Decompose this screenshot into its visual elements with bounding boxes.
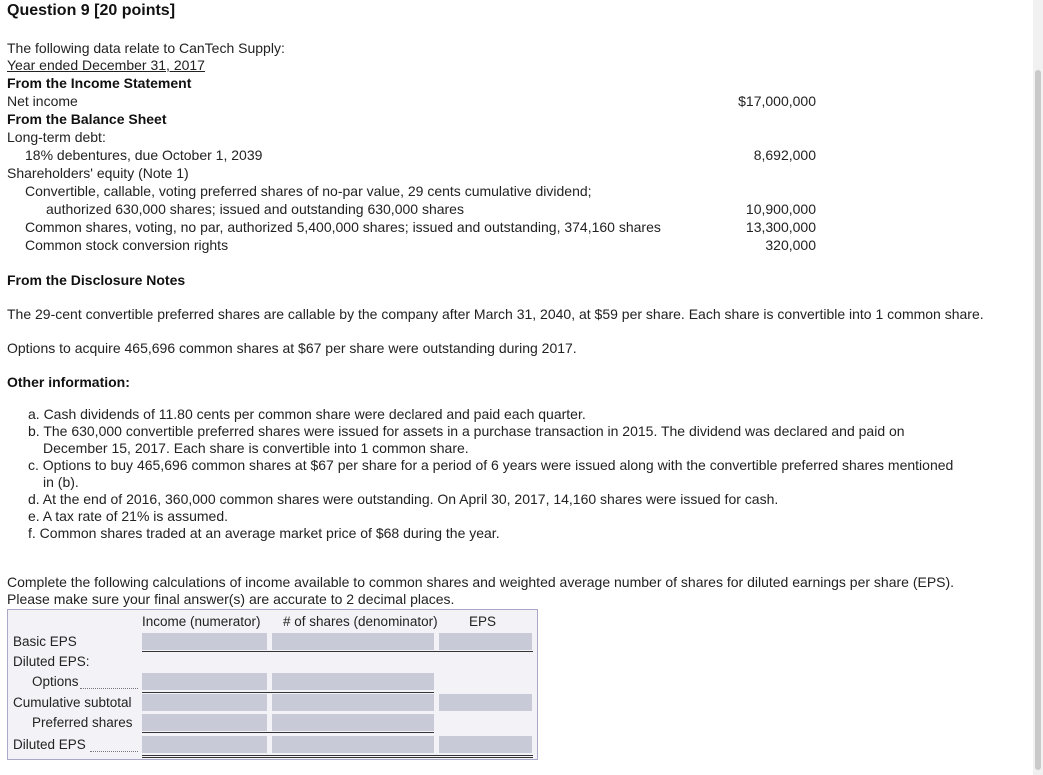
income-statement-heading: From the Income Statement [7,75,192,91]
other-item-c: c. Options to buy 465,696 common shares at $67 per share for a period of 6 years were issued along with the convertible preferred shares mentioned [28,457,954,473]
balance-sheet-heading: From the Balance Sheet [7,111,167,127]
other-item-e: e. A tax rate of 21% is assumed. [28,508,228,524]
options-income-input[interactable] [142,673,267,690]
period-label: Year ended December 31, 2017 [7,57,205,73]
intro-text: The following data relate to CanTech Supply: [7,40,285,56]
eps-calculation-table [7,609,538,760]
preferred-row-rule [142,732,434,733]
debentures-value: 8,692,000 [753,147,816,163]
options-leader [80,688,138,689]
row-diluted-eps-header: Diluted EPS: [13,654,90,669]
diluted-row-rule-2 [142,757,533,758]
diluted-eps-input[interactable] [439,736,532,753]
long-term-debt-label: Long-term debt: [7,129,106,145]
diluted-row-rule-1 [142,755,533,756]
header-income: Income (numerator) [142,614,261,629]
other-item-a: a. Cash dividends of 11.80 cents per common share were declared and paid each quarter. [28,406,586,422]
row-diluted-eps: Diluted EPS [13,737,86,752]
other-info-heading: Other information: [7,374,130,390]
question-title: Question 9 [20 points] [7,2,176,19]
conversion-rights-label: Common stock conversion rights [25,237,229,253]
diluted-income-input[interactable] [142,736,267,753]
basic-eps-input[interactable] [439,633,532,650]
header-eps: EPS [469,614,497,629]
other-item-d: d. At the end of 2016, 360,000 common shares were outstanding. On April 30, 2017, 14,160 shares were issued for cash. [28,491,779,507]
subtotal-income-input[interactable] [142,694,267,711]
diluted-leader [90,751,138,752]
other-item-b-cont: December 15, 2017. Each share is convertible into 1 common share. [43,440,469,456]
row-cumulative-subtotal: Cumulative subtotal [13,695,132,710]
net-income-value: $17,000,000 [738,93,816,109]
header-shares: # of shares (denominator) [283,614,438,629]
shareholders-equity-label: Shareholders' equity (Note 1) [7,165,189,181]
common-shares-value: 13,300,000 [745,219,816,235]
options-row-rule [142,692,434,693]
row-options: Options [32,674,79,689]
instructions-line-2: Please make sure your final answer(s) are accurate to 2 decimal places. [7,591,455,607]
subtotal-eps-input[interactable] [439,694,532,711]
net-income-label: Net income [7,93,78,109]
preferred-shares-line2: authorized 630,000 shares; issued and outstanding 630,000 shares [46,201,464,217]
other-item-f: f. Common shares traded at an average market price of $68 during the year. [28,525,500,541]
basic-row-rule [142,651,533,652]
scrollbar-track[interactable] [1033,0,1043,775]
other-item-b: b. The 630,000 convertible preferred shares were issued for assets in a purchase transaction in 2015. The dividend was declared and paid on [28,423,905,439]
diluted-shares-input[interactable] [272,736,434,753]
basic-shares-input[interactable] [272,633,434,650]
preferred-shares-input[interactable] [272,714,434,731]
disclosure-heading: From the Disclosure Notes [7,272,186,288]
disclosure-paragraph-1: The 29-cent convertible preferred shares are callable by the company after March 31, 2040, at $59 per share. Each share is convertible into 1 common share. [7,306,984,322]
preferred-shares-value: 10,900,000 [745,201,816,217]
row-preferred-shares: Preferred shares [32,715,133,730]
subtotal-shares-input[interactable] [272,694,434,711]
preferred-shares-line1: Convertible, callable, voting preferred shares of no-par value, 29 cents cumulative dividend; [25,183,592,199]
scrollbar-thumb[interactable] [1035,70,1041,770]
other-item-c-cont: in (b). [43,474,79,490]
row-basic-eps: Basic EPS [13,634,77,649]
instructions-line-1: Complete the following calculations of income available to common shares and weighted average number of shares for diluted earnings per share (EPS). [7,574,955,590]
preferred-income-input[interactable] [142,714,267,731]
options-shares-input[interactable] [272,673,434,690]
disclosure-paragraph-2: Options to acquire 465,696 common shares at $67 per share were outstanding during 2017. [7,340,577,356]
basic-income-input[interactable] [142,633,267,650]
conversion-rights-value: 320,000 [765,237,816,253]
debentures-label: 18% debentures, due October 1, 2039 [25,147,263,163]
common-shares-label: Common shares, voting, no par, authorized 5,400,000 shares; issued and outstanding, 374,160 shares [25,219,661,235]
